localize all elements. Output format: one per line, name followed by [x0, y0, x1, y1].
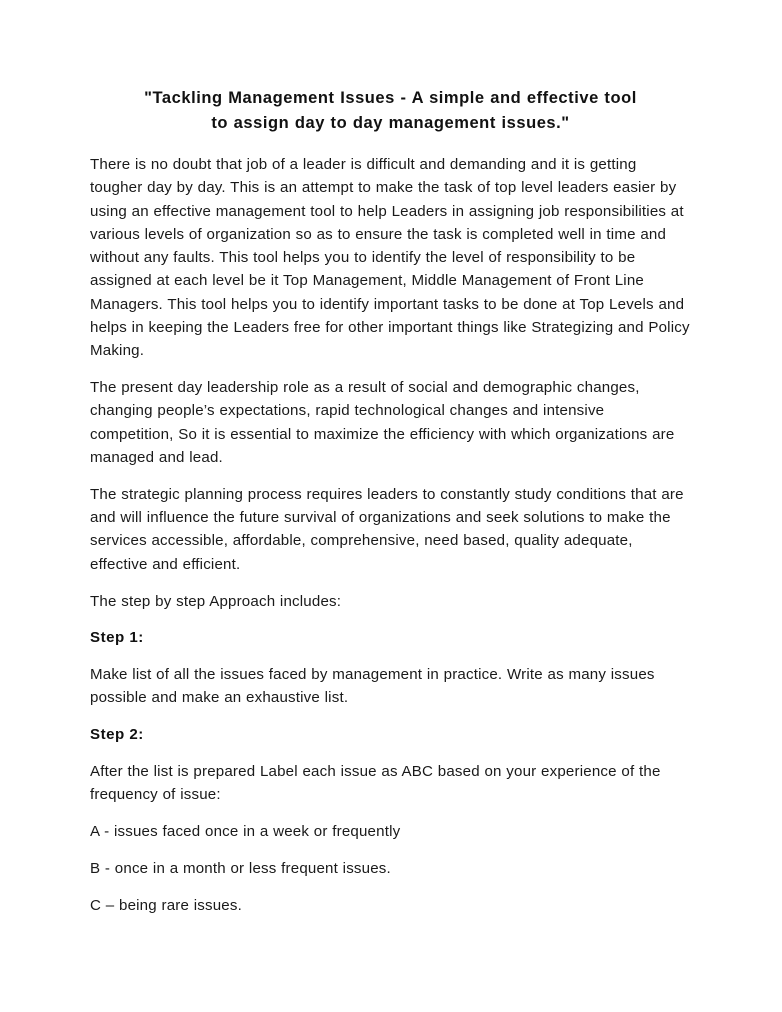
classification-item-b: B - once in a month or less frequent issues.	[90, 859, 391, 877]
step-1-heading: Step 1:	[90, 629, 144, 647]
paragraph-strategic-planning: The strategic planning process requires leaders to constantly study conditions that are and will influence the future survival of organizations and seek solutions to make the services accessible, affordable, comprehensive, need based, quality adequate, effective and efficient.	[90, 485, 684, 573]
paragraph-leadership-role: The present day leadership role as a result of social and demographic changes, changing people’s expectations, rapid technological changes and intensive competition, So it is essential to maximize the efficiency with which organizations are managed and lead.	[90, 379, 675, 467]
step-2-heading: Step 2:	[90, 726, 144, 744]
document-content	[90, 86, 691, 917]
classification-item-a: A - issues faced once in a week or frequently	[90, 823, 401, 841]
step-1-body: Make list of all the issues faced by management in practice. Write as many issues possible and make an exhaustive list.	[90, 666, 655, 707]
page-title-line-2: to assign day to day management issues."	[211, 114, 570, 132]
step-2-body: After the list is prepared Label each issue as ABC based on your experience of the frequency of issue:	[90, 763, 661, 804]
classification-item-c: C – being rare issues.	[90, 896, 242, 914]
paragraph-approach-intro: The step by step Approach includes:	[90, 592, 342, 610]
page-title-line-1: "Tackling Management Issues - A simple and effective tool	[144, 89, 637, 107]
paragraph-intro: There is no doubt that job of a leader is difficult and demanding and it is getting tougher day by day. This is an attempt to make the task of top level leaders easier by using an effective management tool to help Leaders in assigning job responsibilities at various levels of organization so as to ensure the task is completed well in time and without any faults. This tool helps you to identify the level of responsibility to be assigned at each level be it Top Management, Middle Management of Front Line Managers. This tool helps you to identify important tasks to be done at Top Levels and helps in keeping the Leaders free for other important things like Strategizing and Policy Making.	[90, 156, 690, 360]
page-title	[90, 86, 691, 136]
